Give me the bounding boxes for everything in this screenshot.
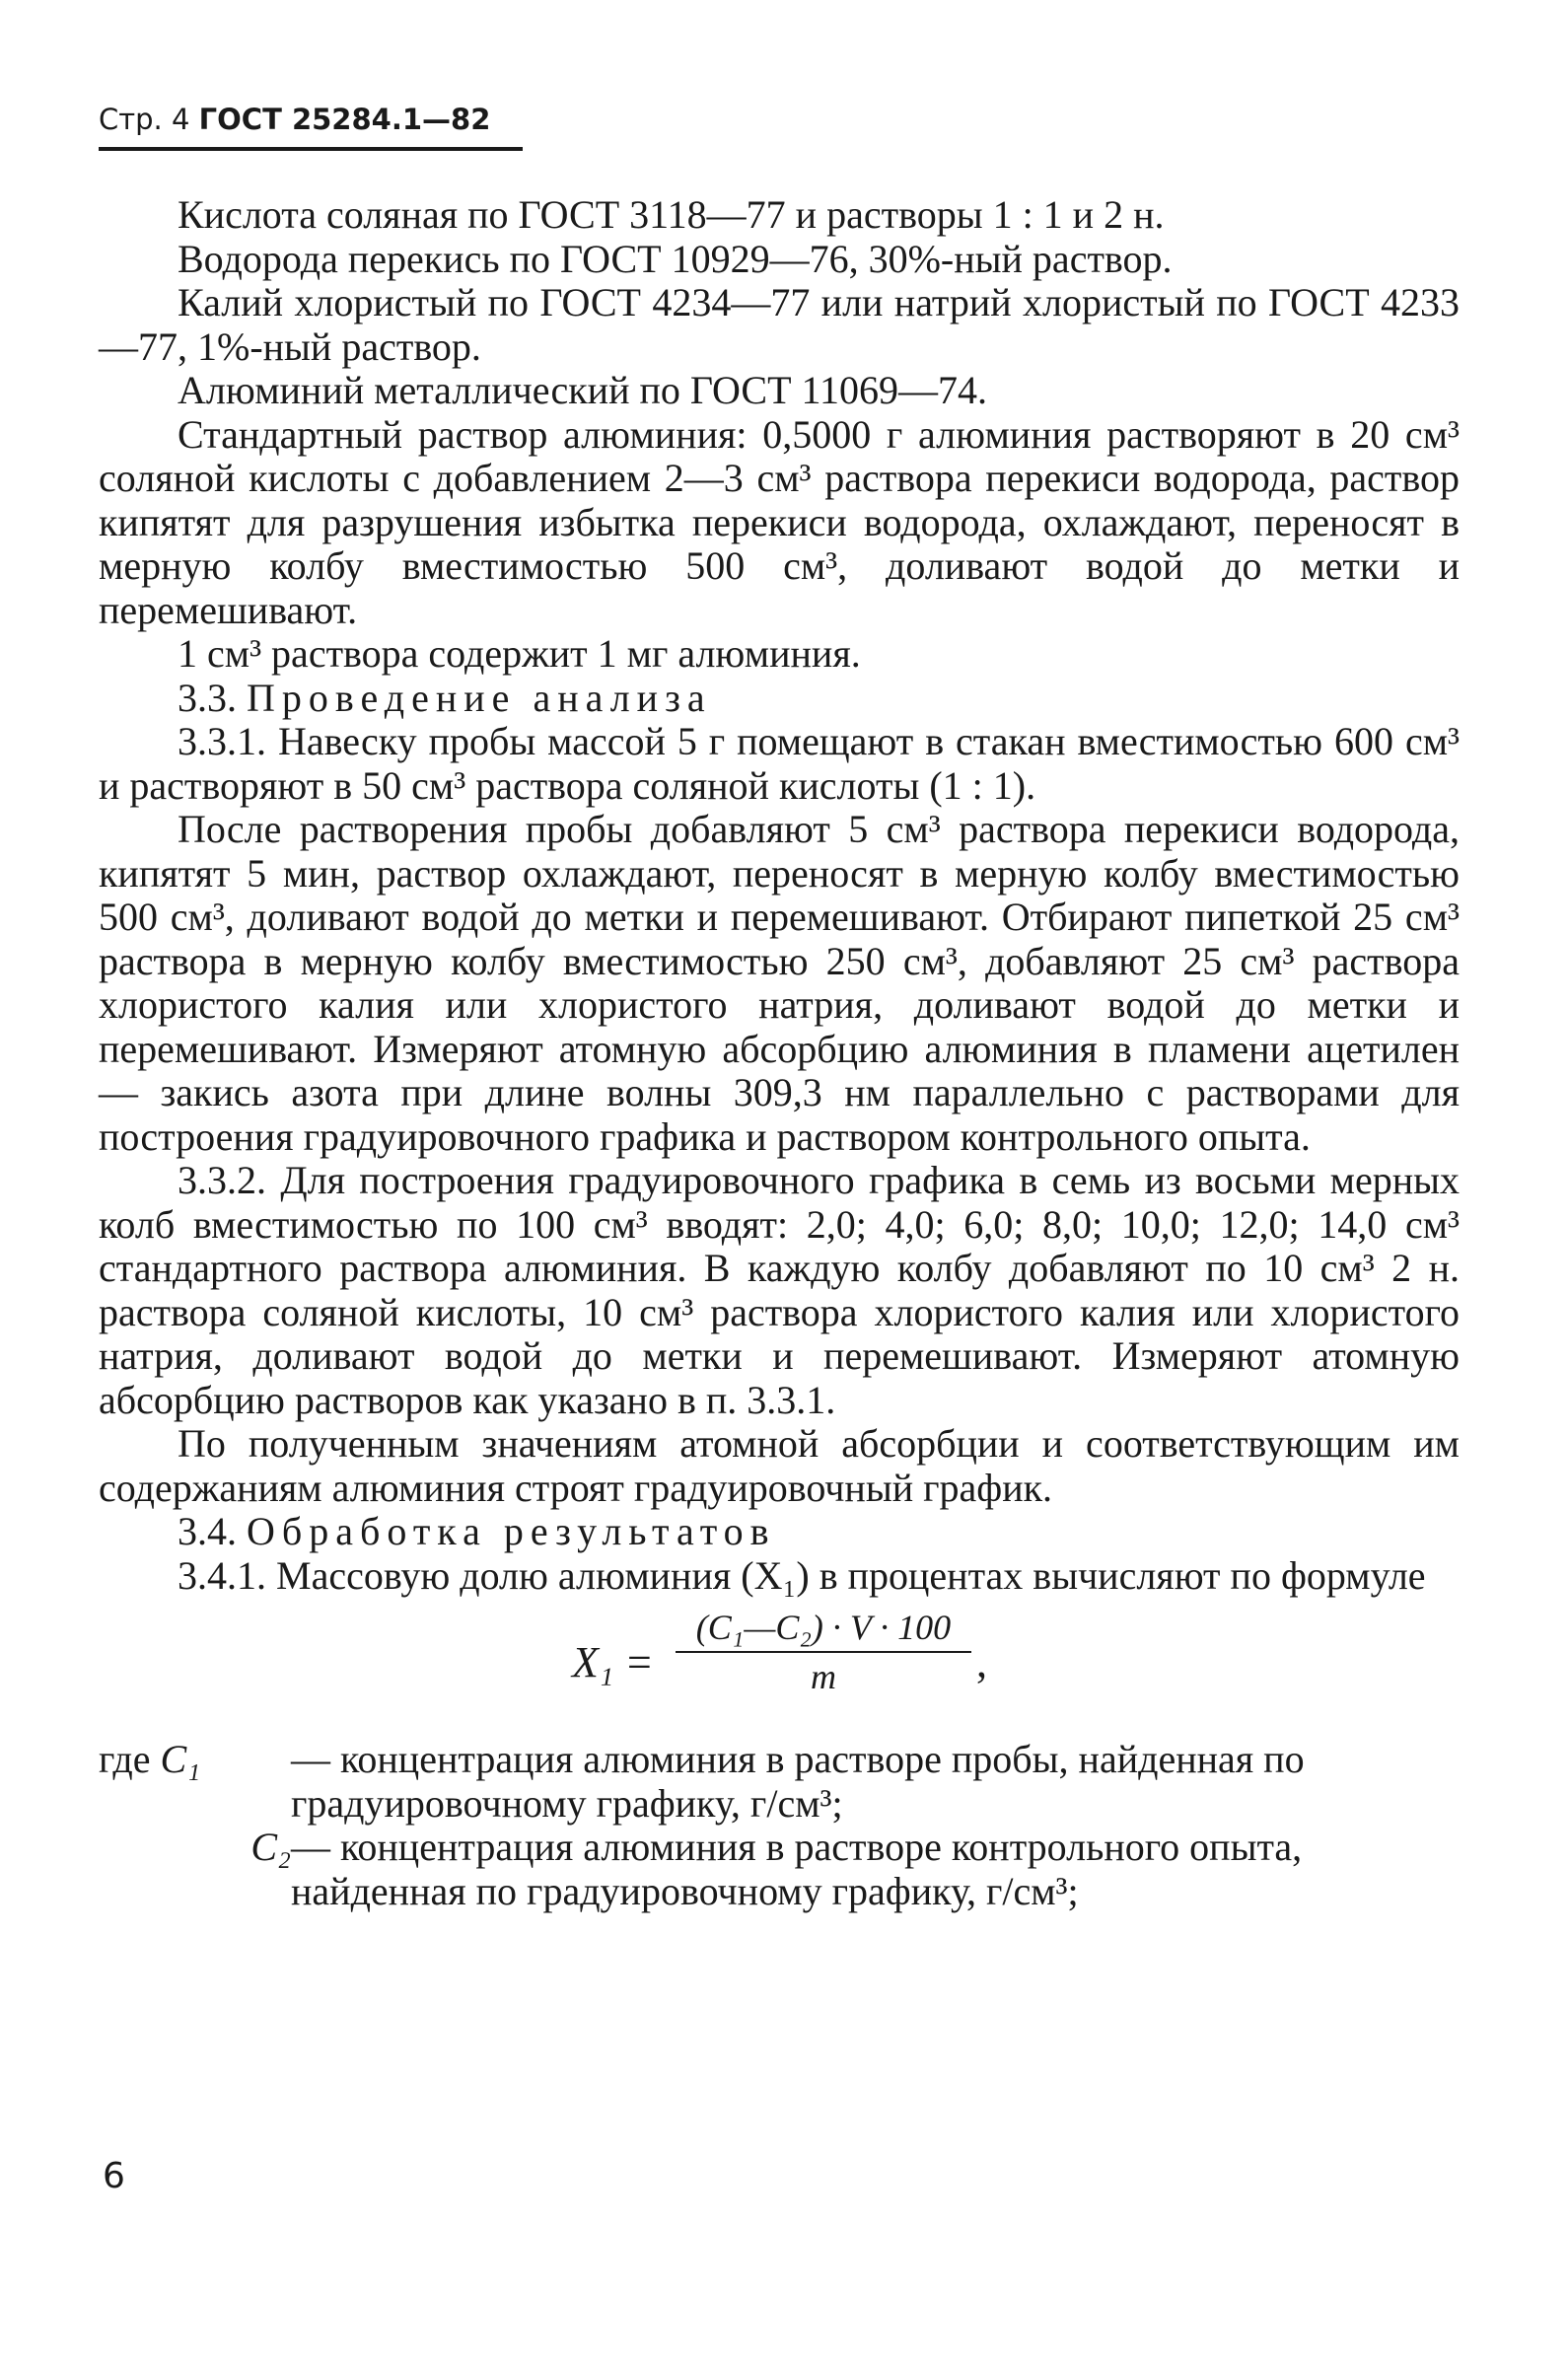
paragraph: Водорода перекись по ГОСТ 10929—76, 30%-ный раствор. bbox=[178, 236, 1173, 281]
formula-numerator: (C₁—C₂) · V · 100 bbox=[695, 1608, 952, 1647]
section-heading-3-4 bbox=[99, 1510, 1460, 1554]
formula-fraction bbox=[676, 1608, 971, 1696]
paragraph: 3.3.2. Для построения градуировочного графика в семь из восьми мерных колб вместимостью по 100 см³ вводят: 2,0; 4,0; 6,0; 8,0; 10,0; 12,0; 14,0 см³ стандартного раствора алюминия. В каждую колбу добавляют по 10 см³ 2 н. раствора соляной кислоты, 10 см³ раствора хлористого калия или хлористого натрия, доливают водой до метки и перемешивают. Измеряют атомную абсорбцию растворов как указано в п. 3.3.1. bbox=[99, 1158, 1460, 1422]
section-heading-3-3 bbox=[99, 677, 1460, 721]
definition-text: — концентрация алюминия в растворе контрольного опыта, найденная по градуировочному графику, г/см³; bbox=[291, 1825, 1303, 1913]
paragraph: 3.4.1. Массовую долю алюминия (X₁) в процентах вычисляют по формуле bbox=[178, 1552, 1426, 1598]
paragraph: После растворения пробы добавляют 5 см³ раствора перекиси водорода, кипятят 5 мин, раствор охлаждают, переносят в мерную колбу вместимостью 500 см³, доливают водой до метки и перемешивают. Отбирают пипеткой 25 см³ раствора в мерную колбу вместимостью 250 см³, добавляют 25 см³ раствора хлористого калия или хлористого натрия, доливают водой до метки и перемешивают. Измеряют атомную абсорбцию алюминия в пламени ацетилен — закись азота при длине волны 309,3 нм параллельно с растворами для построения градуировочного графика и раствором контрольного опыта. bbox=[99, 807, 1460, 1159]
paragraph: Алюминий металлический по ГОСТ 11069—74. bbox=[178, 368, 988, 412]
definition-key bbox=[99, 1738, 291, 1826]
definitions-list bbox=[99, 1738, 1460, 1913]
paragraph: 1 см³ раствора содержит 1 мг алюминия. bbox=[178, 631, 861, 676]
definition-item bbox=[99, 1738, 1460, 1826]
formula-trailing: , bbox=[976, 1638, 987, 1686]
formula bbox=[99, 1606, 1460, 1724]
definition-symbol: C₁ bbox=[160, 1737, 201, 1781]
section-title: Проведение анализа bbox=[247, 675, 712, 720]
section-number: 3.3. bbox=[178, 675, 237, 720]
formula-lhs: X₁ = bbox=[572, 1638, 654, 1686]
paragraph: По полученным значениям атомной абсорбции и соответствующим им содержаниям алюминия строят градуировочный график. bbox=[99, 1421, 1460, 1510]
header-rule bbox=[99, 147, 523, 151]
definition-item bbox=[99, 1826, 1460, 1913]
page-label: Стр. 4 bbox=[99, 103, 190, 136]
document-body bbox=[99, 193, 1460, 1913]
fraction-bar bbox=[676, 1651, 971, 1653]
paragraph: Калий хлористый по ГОСТ 4234—77 или натрий хлористый по ГОСТ 4233—77, 1%-ный раствор. bbox=[99, 280, 1460, 369]
definition-lead: где bbox=[99, 1737, 151, 1781]
paragraph: 3.3.1. Навеску пробы массой 5 г помещают в стакан вместимостью 600 см³ и растворяют в 50 см³ раствора соляной кислоты (1 : 1). bbox=[99, 719, 1460, 808]
section-title: Обработка результатов bbox=[247, 1509, 776, 1553]
page-header bbox=[99, 103, 490, 136]
definition-text: — концентрация алюминия в растворе пробы, найденная по градуировочному графику, г/см³; bbox=[291, 1737, 1305, 1826]
formula-denominator: m bbox=[811, 1657, 836, 1696]
definition-symbol: C₂ bbox=[250, 1825, 291, 1869]
paragraph: Стандартный раствор алюминия: 0,5000 г алюминия растворяют в 20 см³ соляной кислоты с добавлением 2—3 см³ раствора перекиси водорода, раствор кипятят для разрушения избытка перекиси водорода, охлаждают, переносят в мерную колбу вместимостью 500 см³, доливают водой до метки и перемешивают. bbox=[99, 411, 1460, 632]
page-number: 6 bbox=[103, 2156, 125, 2196]
definition-key bbox=[99, 1826, 291, 1913]
paragraph: Кислота соляная по ГОСТ 3118—77 и растворы 1 : 1 и 2 н. bbox=[178, 192, 1165, 237]
gost-number: ГОСТ 25284.1—82 bbox=[198, 103, 491, 136]
section-number: 3.4. bbox=[178, 1509, 237, 1553]
